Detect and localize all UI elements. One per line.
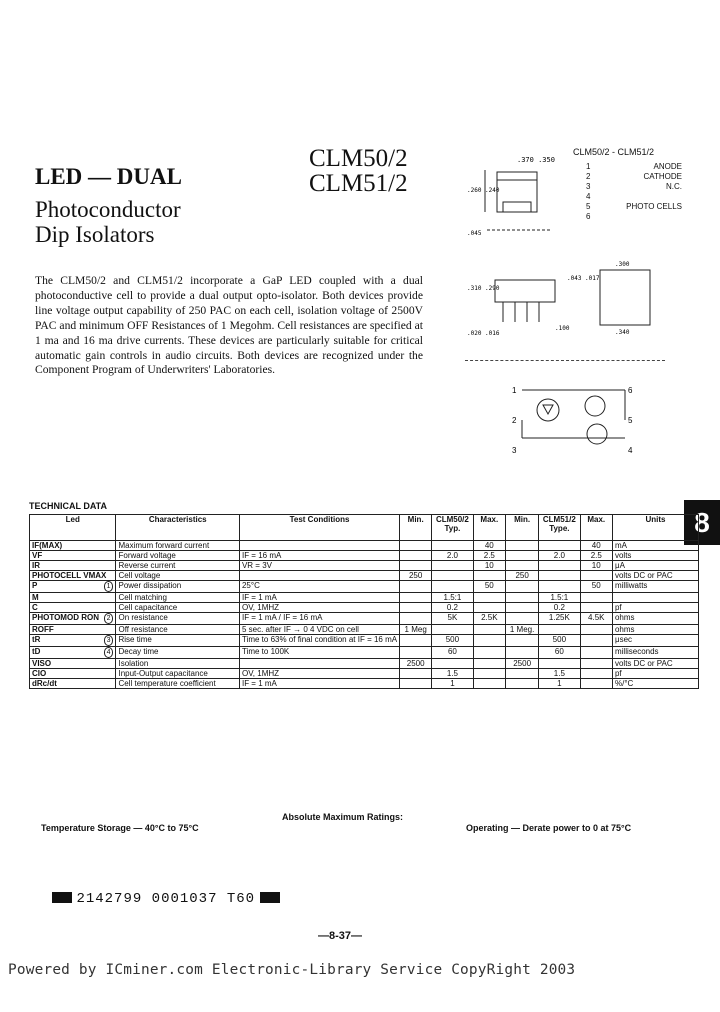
cell-a-typ: 0.2 (432, 603, 473, 613)
cell-b-max (580, 593, 612, 603)
col-a-typ (432, 515, 473, 541)
table-row (30, 659, 699, 669)
pin-label: N.C. (666, 182, 682, 191)
schem-pin-5: 5 (628, 416, 633, 425)
cell-a-max (473, 571, 505, 581)
cell-a-min (400, 541, 432, 551)
cell-b-min: 1 Meg. (506, 625, 539, 635)
schem-pin-3: 3 (512, 446, 517, 455)
dim-f-label: .020 .016 (467, 330, 500, 337)
section-tab: 8 (684, 500, 720, 545)
pin-number: 1 (586, 162, 591, 171)
pin-label: ANODE (653, 162, 682, 171)
cell-b-typ (539, 581, 580, 593)
cell-test: IF = 1 mA (239, 593, 399, 603)
cell-char: Isolation (116, 659, 239, 669)
cell-b-min: 2500 (506, 659, 539, 669)
pin-row (586, 212, 682, 222)
col-characteristics: Characteristics (116, 515, 239, 541)
typ-a-label: Typ. (444, 524, 461, 533)
barcode-block-right (260, 892, 280, 903)
cell-test: IF = 16 mA (239, 551, 399, 561)
ratings-heading: Absolute Maximum Ratings: (282, 812, 404, 822)
package-side-view (465, 260, 665, 345)
pin-row (586, 172, 682, 182)
cell-b-max (580, 659, 612, 669)
cell-a-min: 250 (400, 571, 432, 581)
cell-a-min (400, 561, 432, 571)
cell-a-max: 10 (473, 561, 505, 571)
cell-a-min (400, 603, 432, 613)
cell-b-max: 2.5 (580, 551, 612, 561)
cell-b-typ: 500 (539, 635, 580, 647)
cell-b-min (506, 581, 539, 593)
cell-char: Input-Output capacitance (116, 669, 239, 679)
tech-data-heading: TECHNICAL DATA (29, 501, 107, 511)
cell-b-min (506, 603, 539, 613)
table-row (30, 613, 699, 625)
schem-pin-4: 4 (628, 446, 633, 455)
symbol: VISO (32, 659, 52, 668)
cell-b-typ: 1.5:1 (539, 593, 580, 603)
cell-a-min (400, 679, 432, 689)
cell-a-max (473, 659, 505, 669)
symbol: ROFF (32, 625, 54, 634)
cell-b-max (580, 679, 612, 689)
cell-char: Power dissipation (116, 581, 239, 593)
cell-a-max (473, 679, 505, 689)
pinout-list (586, 162, 682, 222)
pin-label: PHOTO CELLS (626, 202, 682, 211)
cell-test (239, 571, 399, 581)
cell-b-max: 4.5K (580, 613, 612, 625)
cell-sym (30, 581, 116, 593)
cell-a-max (473, 635, 505, 647)
divider (465, 360, 665, 361)
dim-top-label: .370 .350 (517, 156, 555, 164)
cell-units: ohms (612, 625, 698, 635)
cell-units: ohms (612, 613, 698, 625)
pin-number: 4 (586, 192, 591, 201)
tech-data-table (29, 514, 699, 689)
col-a-max: Max. (473, 515, 505, 541)
cell-sym (30, 541, 116, 551)
cell-a-min: 1 Meg (400, 625, 432, 635)
cell-b-typ: 1 (539, 679, 580, 689)
col-b-typ (539, 515, 580, 541)
cell-a-max (473, 593, 505, 603)
col-units: Units (612, 515, 698, 541)
cell-char: Reverse current (116, 561, 239, 571)
cell-sym (30, 571, 116, 581)
cell-char: Cell capacitance (116, 603, 239, 613)
table-row (30, 561, 699, 571)
cell-b-typ (539, 659, 580, 669)
cell-a-min (400, 551, 432, 561)
cell-b-min (506, 541, 539, 551)
symbol: PHOTOMOD RON (32, 613, 99, 622)
barcode-text: 2142799 0001037 T60 (76, 891, 256, 907)
cell-sym (30, 551, 116, 561)
table-row (30, 593, 699, 603)
cell-b-typ (539, 571, 580, 581)
page-title: LED — DUAL (35, 164, 182, 189)
cell-a-min: 2500 (400, 659, 432, 669)
cell-a-typ (432, 541, 473, 551)
cell-sym (30, 593, 116, 603)
dim-e-label: .100 (555, 325, 570, 332)
cell-test: OV, 1MHZ (239, 603, 399, 613)
footer-copyright: Powered by ICminer.com Electronic-Library Service CopyRight 2003 (8, 962, 576, 978)
table-row (30, 635, 699, 647)
col-b-min: Min. (506, 515, 539, 541)
table-row (30, 647, 699, 659)
cell-test: IF = 1 mA (239, 679, 399, 689)
cell-char: Off resistance (116, 625, 239, 635)
symbol: VF (32, 551, 43, 560)
cell-b-max (580, 603, 612, 613)
cell-units: milliwatts (612, 581, 698, 593)
cell-sym (30, 679, 116, 689)
storage-rating: Temperature Storage — 40°C to 75°C (41, 823, 199, 833)
cell-b-max: 40 (580, 541, 612, 551)
cell-sym (30, 561, 116, 571)
cell-a-max (473, 669, 505, 679)
page-number: —8-37— (318, 930, 363, 942)
pin-label: CATHODE (643, 172, 682, 181)
cell-sym (30, 659, 116, 669)
table-header-row (30, 515, 699, 541)
cell-units: mA (612, 541, 698, 551)
pin-row (586, 182, 682, 192)
cell-b-max: 10 (580, 561, 612, 571)
cell-a-min (400, 613, 432, 625)
cell-char: Decay time (116, 647, 239, 659)
schem-pin-2: 2 (512, 416, 517, 425)
cell-a-typ: 1.5 (432, 669, 473, 679)
schem-pin-6: 6 (628, 386, 633, 395)
cell-test (239, 541, 399, 551)
schematic-diagram (500, 368, 640, 468)
schem-pin-1: 1 (512, 386, 517, 395)
dim-side-label: .260 .240 (467, 187, 500, 194)
cell-char: Forward voltage (116, 551, 239, 561)
symbol: IR (32, 561, 40, 570)
pin-number: 2 (586, 172, 591, 181)
cell-b-min (506, 613, 539, 625)
cell-a-typ (432, 561, 473, 571)
cell-b-typ (539, 541, 580, 551)
cell-a-typ (432, 581, 473, 593)
cell-b-min (506, 635, 539, 647)
dim-b-label: .300 (615, 261, 630, 268)
cell-a-typ (432, 625, 473, 635)
col-led: Led (30, 515, 116, 541)
cell-b-typ (539, 561, 580, 571)
cell-units: volts DC or PAC (612, 659, 698, 669)
cell-a-typ: 1 (432, 679, 473, 689)
cell-test: VR = 3V (239, 561, 399, 571)
table-row (30, 669, 699, 679)
cell-a-typ: 60 (432, 647, 473, 659)
table-row (30, 603, 699, 613)
cell-b-min (506, 679, 539, 689)
cell-a-typ (432, 571, 473, 581)
cell-a-min (400, 593, 432, 603)
cell-a-max: 2.5K (473, 613, 505, 625)
tech-table-body (30, 541, 699, 689)
cell-test: Time to 100K (239, 647, 399, 659)
cell-b-min (506, 669, 539, 679)
cell-char: Maximum forward current (116, 541, 239, 551)
symbol: M (32, 593, 39, 602)
cell-a-min (400, 581, 432, 593)
table-row (30, 551, 699, 561)
cell-b-min (506, 561, 539, 571)
cell-sym (30, 603, 116, 613)
cell-a-max: 50 (473, 581, 505, 593)
subtitle-line-2: Dip Isolators (35, 222, 155, 247)
cell-a-typ: 5K (432, 613, 473, 625)
intro-paragraph: The CLM50/2 and CLM51/2 incorporate a GaP LED coupled with a dual photoconductive cell to provide a dual output opto-isolator. Both devices provide line voltage output capability of 250 PAC on each cell, isolation voltage of 2500V PAC and minimum OFF Resistances of 1 Megohm. Cell resistances are specified at 1 ma and 16 ma drive currents. These devices are particularly suitable for critical automatic gain controls in audio circuits. Both devices are recognized under the Component Program of Underwriters' Laboratories. (35, 274, 423, 377)
footnote-ref: 3 (104, 635, 114, 646)
cell-a-typ: 500 (432, 635, 473, 647)
cell-a-max (473, 603, 505, 613)
cell-a-max: 40 (473, 541, 505, 551)
cell-a-max (473, 647, 505, 659)
cell-a-min (400, 647, 432, 659)
cell-char: On resistance (116, 613, 239, 625)
cell-b-typ (539, 625, 580, 635)
cell-test: OV, 1MHZ (239, 669, 399, 679)
cell-b-max (580, 669, 612, 679)
part-number-1: CLM50/2 (309, 145, 408, 172)
cell-b-max (580, 625, 612, 635)
cell-units: μA (612, 561, 698, 571)
package-top-view (465, 150, 575, 250)
cell-b-min: 250 (506, 571, 539, 581)
typ-b-label: Type. (549, 524, 570, 533)
table-row (30, 571, 699, 581)
cell-test: 5 sec. after IF → 0 4 VDC on cell (239, 625, 399, 635)
symbol: C (32, 603, 38, 612)
col-b-max: Max. (580, 515, 612, 541)
cell-sym (30, 669, 116, 679)
cell-test: 25°C (239, 581, 399, 593)
cell-units: %/°C (612, 679, 698, 689)
table-row (30, 581, 699, 593)
cell-a-min (400, 669, 432, 679)
cell-b-max (580, 571, 612, 581)
cell-b-min (506, 593, 539, 603)
pinout-heading: CLM50/2 - CLM51/2 (573, 147, 655, 157)
dim-c-label: .310 .290 (467, 285, 500, 292)
footnote-ref: 2 (104, 613, 114, 624)
cell-b-min (506, 551, 539, 561)
barcode-line (52, 889, 280, 907)
cell-a-typ (432, 659, 473, 669)
cell-a-max (473, 625, 505, 635)
cell-b-max (580, 647, 612, 659)
cell-char: Cell matching (116, 593, 239, 603)
cell-units: pf (612, 603, 698, 613)
pin-row (586, 192, 682, 202)
symbol: tR (32, 635, 41, 644)
cell-units: volts (612, 551, 698, 561)
cell-a-typ: 1.5:1 (432, 593, 473, 603)
cell-b-min (506, 647, 539, 659)
cell-char: Rise time (116, 635, 239, 647)
symbol: PHOTOCELL VMAX (32, 571, 107, 580)
operating-rating: Operating — Derate power to 0 at 75°C (466, 823, 632, 833)
symbol: P (32, 581, 38, 590)
cell-b-max: 50 (580, 581, 612, 593)
cell-b-typ: 60 (539, 647, 580, 659)
table-row (30, 625, 699, 635)
cell-a-min (400, 635, 432, 647)
pin-row (586, 162, 682, 172)
dim-a-label: .043 .017 (567, 275, 600, 282)
symbol: IF(MAX) (32, 541, 63, 550)
subtitle-line-1: Photoconductor (35, 197, 181, 222)
cell-b-max (580, 635, 612, 647)
cell-b-typ: 0.2 (539, 603, 580, 613)
part-number-2: CLM51/2 (309, 170, 408, 197)
cell-test (239, 659, 399, 669)
part-a-label: CLM50/2 (435, 515, 469, 524)
cell-test: IF = 1 mA / IF = 16 mA (239, 613, 399, 625)
cell-sym (30, 625, 116, 635)
cell-a-max: 2.5 (473, 551, 505, 561)
cell-sym (30, 613, 116, 625)
cell-sym (30, 635, 116, 647)
cell-test: Time to 63% of final condition at IF = 16 mA (239, 635, 399, 647)
cell-a-typ: 2.0 (432, 551, 473, 561)
cell-units: volts DC or PAC (612, 571, 698, 581)
footnote-ref: 1 (104, 581, 114, 592)
cell-char: Cell voltage (116, 571, 239, 581)
pin-number: 5 (586, 202, 591, 211)
pin-number: 6 (586, 212, 591, 221)
cell-b-typ: 1.5 (539, 669, 580, 679)
symbol: CIO (32, 669, 47, 678)
cell-char: Cell temperature coefficient (116, 679, 239, 689)
pin-row (586, 202, 682, 212)
cell-units: μsec (612, 635, 698, 647)
footnote-ref: 4 (104, 647, 114, 658)
table-row (30, 679, 699, 689)
symbol: dRc/dt (32, 679, 57, 688)
barcode-block-left (52, 892, 72, 903)
cell-units: milliseconds (612, 647, 698, 659)
col-a-min: Min. (400, 515, 432, 541)
cell-units (612, 593, 698, 603)
col-test-conditions: Test Conditions (239, 515, 399, 541)
cell-sym (30, 647, 116, 659)
cell-b-typ: 2.0 (539, 551, 580, 561)
symbol: tD (32, 647, 41, 656)
dim-d-label: .340 (615, 329, 630, 336)
part-b-label: CLM51/2 (542, 515, 576, 524)
cell-units: pf (612, 669, 698, 679)
pin-number: 3 (586, 182, 591, 191)
dim-bottom-label: .045 (467, 230, 482, 237)
cell-b-typ: 1.25K (539, 613, 580, 625)
table-row (30, 541, 699, 551)
